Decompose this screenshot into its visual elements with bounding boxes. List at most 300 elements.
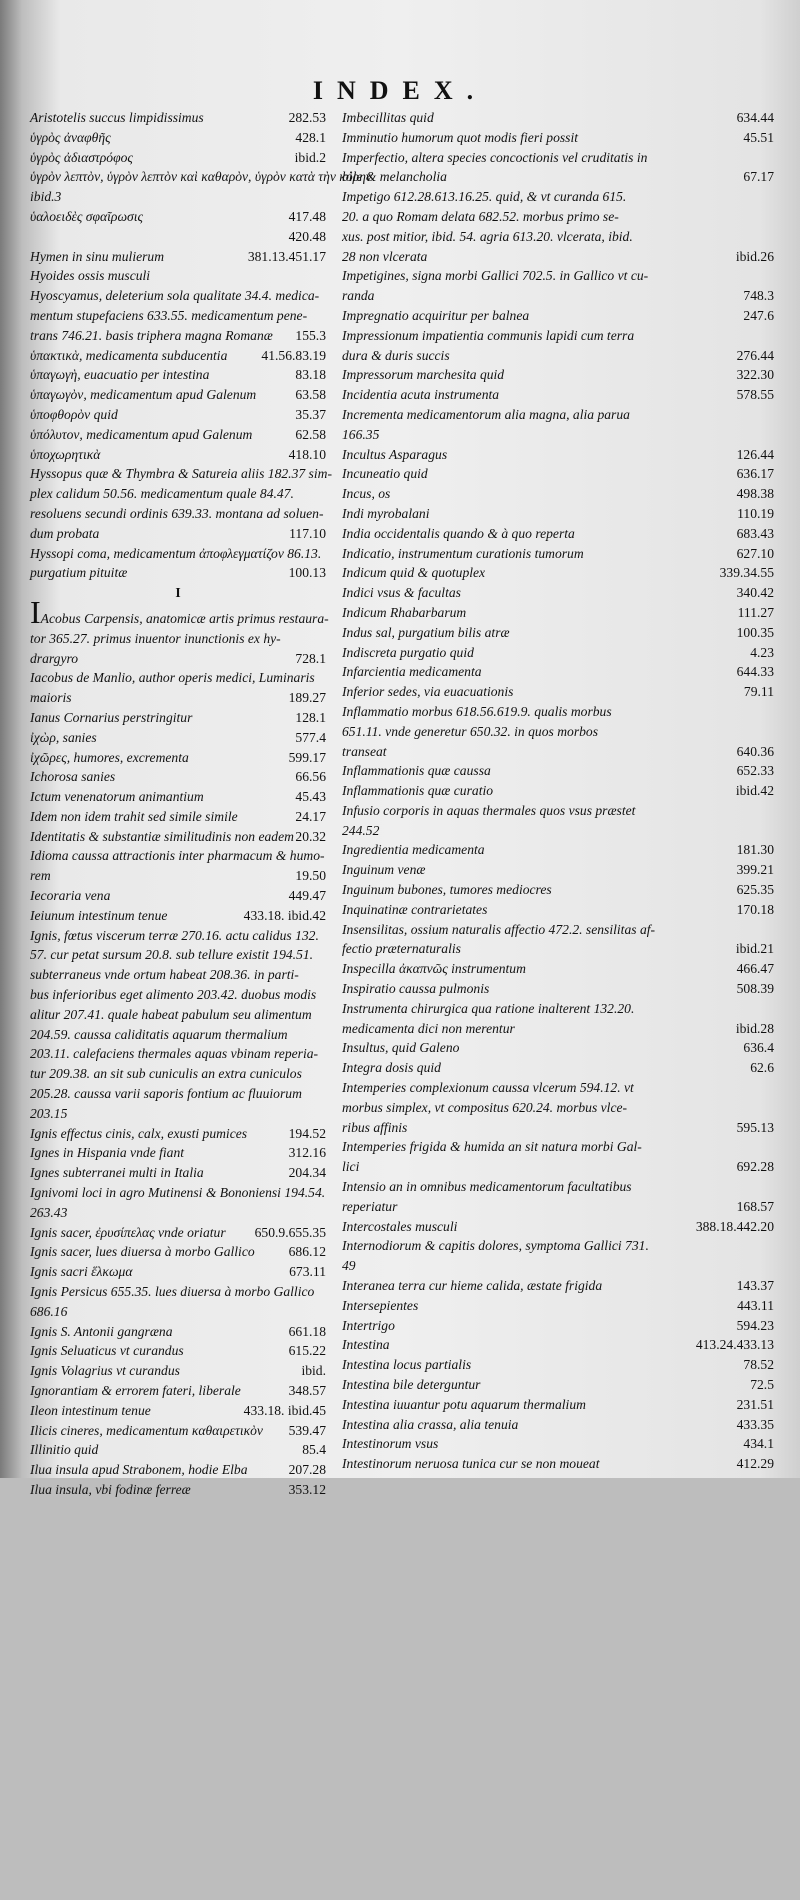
index-entry xyxy=(342,207,774,227)
index-entry xyxy=(30,1223,326,1243)
index-entry xyxy=(342,405,774,425)
entry-reference: 615.22 xyxy=(288,1343,326,1359)
entry-text: Imminutio humorum quot modis fieri possit xyxy=(342,129,579,145)
entry-reference: ibid. xyxy=(301,1363,326,1379)
index-entry xyxy=(342,840,774,860)
index-entry xyxy=(30,629,326,649)
entry-text: Ignis sacri ἕλκωμα xyxy=(30,1264,133,1280)
entry-text: ὑποχωρητικὰ xyxy=(30,446,101,462)
entry-reference: 418.10 xyxy=(288,446,326,462)
entry-reference: 66.56 xyxy=(295,769,326,785)
entry-text: Ignis Seluaticus vt curandus xyxy=(30,1343,184,1359)
index-entry xyxy=(342,1375,774,1395)
entry-text: 263.43 xyxy=(30,1204,68,1220)
index-entry xyxy=(30,504,326,524)
index-entry xyxy=(30,593,329,630)
entry-reference: 594.23 xyxy=(736,1317,774,1333)
index-entry xyxy=(30,1084,326,1104)
entry-text: 166.35 xyxy=(342,426,380,442)
entry-reference: 78.52 xyxy=(743,1357,774,1373)
entry-reference: 636.17 xyxy=(736,466,774,482)
entry-text: Intertrigo xyxy=(342,1317,395,1333)
entry-reference: 67.17 xyxy=(743,169,774,185)
entry-reference: 340.42 xyxy=(736,585,774,601)
entry-text: Identitatis & substantiæ similitudinis non eadem xyxy=(30,828,294,844)
entry-text: Ichorosa sanies xyxy=(30,769,116,785)
index-entry xyxy=(342,583,774,603)
entry-text: Illinitio quid xyxy=(30,1442,99,1458)
entry-text: medicamenta dici non merentur xyxy=(342,1020,515,1036)
index-entry xyxy=(342,1355,774,1375)
entry-text: Incultus Asparagus xyxy=(342,446,448,462)
entry-text: Incrementa medicamentorum alia magna, alia parua xyxy=(342,406,630,422)
index-entry xyxy=(342,1335,774,1355)
entry-text: Idioma caussa attractionis inter pharmacum & humo- xyxy=(30,848,325,864)
index-entry xyxy=(342,643,774,663)
entry-text: maioris xyxy=(30,690,72,706)
entry-text: randa xyxy=(342,288,375,304)
entry-text: Intemperies frigida & humida an sit natura morbi Gal- xyxy=(342,1139,642,1155)
entry-text: Inguinum venæ xyxy=(342,862,426,878)
entry-text: India occidentalis quando & à quo reperta xyxy=(342,525,575,541)
entry-text: Hyssopus quæ & Thymbra & Satureia aliis 182.37 sim- xyxy=(30,466,332,482)
entry-text: Infusio corporis in aquas thermales quos vsus præstet xyxy=(342,802,636,818)
entry-text: bile & melancholia xyxy=(342,169,447,185)
index-entry xyxy=(342,167,774,187)
index-entry xyxy=(30,1480,326,1500)
entry-reference: 35.37 xyxy=(295,406,326,422)
index-entry xyxy=(30,405,326,425)
entry-reference: 79.11 xyxy=(743,684,774,700)
entry-text: ὑπακτικὰ, medicamenta subducentia xyxy=(30,347,228,363)
entry-text: Ingredientia medicamenta xyxy=(342,842,485,858)
entry-text: Indus sal, purgatium bilis atræ xyxy=(342,624,510,640)
index-entry xyxy=(342,1316,774,1336)
index-entry xyxy=(30,1440,326,1460)
index-entry xyxy=(342,702,774,722)
entry-text: 244.52 xyxy=(342,822,380,838)
entry-reference: 636.4 xyxy=(743,1040,774,1056)
entry-text: Intestina iuuantur potu aquarum thermalium xyxy=(342,1396,586,1412)
entry-text: Inspiratio caussa pulmonis xyxy=(342,981,490,997)
index-entry xyxy=(30,464,332,484)
entry-text: Hyoides ossis musculi xyxy=(30,268,151,284)
entry-reference: 433.18. ibid.45 xyxy=(243,1402,326,1418)
page-heading: INDEX. xyxy=(312,76,488,105)
entry-text: ὑγρὸς ἀδιαστρόφος xyxy=(30,149,133,165)
index-entry xyxy=(30,1124,326,1144)
entry-text: 57. cur petat sursum 20.8. sub tellure existit 194.51. xyxy=(30,947,314,963)
entry-reference: 4.23 xyxy=(750,644,774,660)
entry-reference: 189.27 xyxy=(288,690,326,706)
entry-text: transeat xyxy=(342,743,387,759)
entry-text: resoluens secundi ordinis 639.33. montana ad soluen- xyxy=(30,505,324,521)
entry-text: Indicum quid & quotuplex xyxy=(342,565,486,581)
index-entry xyxy=(30,286,326,306)
entry-reference: 110.19 xyxy=(737,505,774,521)
entry-reference: 578.55 xyxy=(736,387,774,403)
entry-reference: 204.34 xyxy=(288,1165,326,1181)
index-entry xyxy=(30,1242,326,1262)
index-entry xyxy=(30,688,326,708)
entry-text: Impetigines, signa morbi Gallici 702.5. in Gallico vt cu- xyxy=(342,268,649,284)
index-entry xyxy=(30,1361,326,1381)
index-entry xyxy=(30,1143,326,1163)
index-entry xyxy=(30,1460,326,1480)
entry-reference: 276.44 xyxy=(736,347,774,363)
entry-reference: 508.39 xyxy=(736,981,774,997)
entry-reference: 498.38 xyxy=(736,486,774,502)
index-entry xyxy=(342,524,774,544)
index-entry xyxy=(342,801,774,821)
index-entry xyxy=(342,623,774,643)
index-entry xyxy=(30,985,326,1005)
index-entry xyxy=(30,187,326,207)
entry-reference: 353.12 xyxy=(288,1481,326,1497)
entry-reference: 339.34.55 xyxy=(719,565,774,581)
entry-reference: 413.24.433.13 xyxy=(695,1337,774,1353)
entry-text: Impregnatio acquiritur per balnea xyxy=(342,307,530,323)
right-column xyxy=(342,108,774,1474)
entry-text: subterraneus vnde ortum habeat 208.36. in parti- xyxy=(30,967,299,983)
index-entry xyxy=(30,748,326,768)
entry-text: tor 365.27. primus inuentor inunctionis ex hy- xyxy=(30,630,281,646)
index-entry xyxy=(30,148,326,168)
entry-text: Inguinum bubones, tumores mediocres xyxy=(342,882,552,898)
entry-text: ὑπαγωγὴ, euacuatio per intestina xyxy=(30,367,210,383)
index-entry xyxy=(30,524,326,544)
entry-text: Intestina bile deterguntur xyxy=(342,1377,481,1392)
index-entry xyxy=(342,742,774,762)
entry-text: 204.59. caussa caliditatis aquarum thermalium xyxy=(30,1026,288,1042)
entry-reference: 449.47 xyxy=(288,888,326,904)
entry-text: 686.16 xyxy=(30,1303,68,1319)
index-entry xyxy=(30,886,326,906)
entry-reference: 652.33 xyxy=(736,763,774,779)
entry-reference: 692.28 xyxy=(736,1159,774,1175)
index-entry xyxy=(342,821,774,841)
entry-reference: 45.51 xyxy=(743,129,774,145)
entry-reference: 85.4 xyxy=(302,1442,326,1458)
entry-text: Inspecilla ἀκαπνῶς instrumentum xyxy=(342,961,526,977)
index-entry xyxy=(342,484,774,504)
entry-reference: 181.30 xyxy=(736,842,774,858)
entry-text: Insensilitas, ossium naturalis affectio 472.2. sensilitas af- xyxy=(342,921,656,937)
entry-text: Ilua insula, vbi fodinæ ferreæ xyxy=(30,1481,191,1497)
index-entry xyxy=(30,108,326,128)
entry-reference: 420.48 xyxy=(288,228,326,244)
entry-text: rem xyxy=(30,868,51,884)
entry-text: Intestinorum vsus xyxy=(342,1436,439,1452)
index-entry xyxy=(30,1044,326,1064)
entry-text: Indi myrobalani xyxy=(342,505,430,521)
entry-text: Ignis, fœtus viscerum terræ 270.16. actu calidus 132. xyxy=(30,927,319,943)
index-entry xyxy=(30,1203,326,1223)
entry-reference: 683.43 xyxy=(736,525,774,541)
index-entry xyxy=(30,866,326,886)
entry-text: Ignis Volagrius vt curandus xyxy=(30,1363,180,1379)
index-entry xyxy=(342,860,774,880)
index-entry xyxy=(30,649,326,669)
index-entry xyxy=(342,1236,774,1256)
entry-text: Ignivomi loci in agro Mutinensi & Bononiensi 194.54. xyxy=(30,1185,326,1201)
index-entry xyxy=(342,939,774,959)
index-entry xyxy=(342,266,774,286)
index-entry xyxy=(342,781,774,801)
index-entry xyxy=(342,563,774,583)
entry-text: plex calidum 50.56. medicamentum quale 84.47. xyxy=(30,486,294,502)
entry-text: Incuneatio quid xyxy=(342,466,428,482)
entry-text: Intestina alia crassa, alia tenuia xyxy=(342,1416,519,1432)
entry-reference: 627.10 xyxy=(736,545,774,561)
index-entry xyxy=(30,484,326,504)
entry-text: Internodiorum & capitis dolores, symptoma Gallici 731. xyxy=(342,1238,649,1254)
index-entry xyxy=(342,108,774,128)
entry-text: 203.15 xyxy=(30,1105,68,1121)
index-entry xyxy=(342,1296,774,1316)
entry-text: Infarcientia medicamenta xyxy=(342,664,482,680)
index-entry xyxy=(30,445,326,465)
entry-reference: 399.21 xyxy=(736,862,774,878)
entry-reference: 348.57 xyxy=(288,1383,326,1398)
index-entry xyxy=(30,965,326,985)
entry-reference: ibid.26 xyxy=(735,248,774,264)
entry-text: Indicatio, instrumentum curationis tumorum xyxy=(342,545,584,561)
entry-reference: 625.35 xyxy=(736,882,774,898)
index-entry xyxy=(30,583,326,603)
index-entry xyxy=(30,1005,326,1025)
index-entry xyxy=(342,187,774,207)
entry-text: Inflammationis quæ curatio xyxy=(342,783,494,799)
entry-text: ὑγρὸν λεπτὸν, ὑγρὸν λεπτὸν καὶ καθαρὸν, ὑγρὸν κατὰ τὴν κόρην xyxy=(30,169,372,185)
entry-text: Iacobus de Manlio, author operis medici, Luminaris xyxy=(30,670,315,686)
index-entry xyxy=(342,1415,774,1435)
index-entry xyxy=(30,827,326,847)
index-entry xyxy=(342,1078,774,1098)
entry-reference: 312.16 xyxy=(288,1145,326,1161)
index-entry xyxy=(342,1177,774,1197)
entry-text: Ignis Persicus 655.35. lues diuersa à morbo Gallico xyxy=(30,1284,315,1300)
index-entry xyxy=(30,1282,326,1302)
index-entry xyxy=(30,425,326,445)
index-entry xyxy=(30,807,326,827)
index-entry xyxy=(30,708,326,728)
entry-reference: 155.3 xyxy=(295,327,326,343)
index-entry xyxy=(30,1381,326,1401)
index-entry xyxy=(342,900,774,920)
entry-text: mentum stupefaciens 633.55. medicamentum pene- xyxy=(30,307,308,323)
entry-text: alitur 207.41. quale habeat pabulum seu alimentum xyxy=(30,1006,312,1022)
entry-text: trans 746.21. basis triphera magna Romanæ xyxy=(30,327,273,343)
entry-reference: 100.13 xyxy=(288,565,326,581)
entry-text: Ignorantiam & errorem fateri, liberale xyxy=(30,1383,241,1398)
entry-text: Ictum venenatorum animantium xyxy=(30,789,204,805)
index-entry xyxy=(342,880,774,900)
index-entry xyxy=(30,668,326,688)
entry-text: Idem non idem trahit sed simile simile xyxy=(30,808,238,824)
entry-reference: 62.58 xyxy=(295,426,326,442)
entry-reference: 417.48 xyxy=(288,208,326,224)
entry-reference: 100.35 xyxy=(736,624,774,640)
entry-reference: 673.11 xyxy=(289,1264,326,1280)
entry-text: Hyoscyamus, deleterium sola qualitate 34.4. medica- xyxy=(30,288,320,304)
entry-text: Intercostales musculi xyxy=(342,1218,458,1234)
index-entry xyxy=(30,306,326,326)
entry-text: Instrumenta chirurgica qua ratione inalterent 132.20. xyxy=(342,1000,635,1016)
entry-text: ἰχὼρ, sanies xyxy=(30,729,97,745)
entry-text: ὑποφθορὸν quid xyxy=(30,406,118,422)
index-entry xyxy=(342,999,774,1019)
index-entry xyxy=(342,128,774,148)
entry-text: Ignis effectus cinis, calx, exusti pumices xyxy=(30,1125,248,1141)
entry-reference: 599.17 xyxy=(288,749,326,765)
index-entry xyxy=(30,544,326,564)
index-entry xyxy=(342,1256,774,1276)
entry-text: Ignis S. Antonii gangræna xyxy=(30,1323,173,1339)
index-entry xyxy=(342,1137,774,1157)
entry-reference: 686.12 xyxy=(288,1244,326,1260)
entry-text: Interanea terra cur hieme calida, æstate frigida xyxy=(342,1278,603,1294)
index-entry xyxy=(30,1421,326,1441)
index-entry xyxy=(342,1157,774,1177)
index-entry xyxy=(342,1276,774,1296)
entry-reference: 72.5 xyxy=(750,1377,774,1392)
index-entry xyxy=(342,920,774,940)
index-entry xyxy=(342,682,774,702)
entry-text: tur 209.38. an sit sub cuniculis an extra cuniculos xyxy=(30,1066,302,1082)
entry-reference: 388.18.442.20 xyxy=(695,1218,774,1234)
entry-text: 49 xyxy=(342,1258,356,1274)
entry-reference: 111.27 xyxy=(737,604,774,620)
entry-text: ὑπόλυτον, medicamentum apud Galenum xyxy=(30,426,253,442)
index-entry xyxy=(342,1434,774,1454)
entry-text: 651.11. vnde generetur 650.32. in quos morbos xyxy=(342,723,598,739)
entry-text: Intersepientes xyxy=(342,1297,419,1313)
index-entry xyxy=(342,227,774,247)
entry-text: morbus simplex, vt compositus 620.24. morbus vlce- xyxy=(342,1099,628,1115)
entry-reference: 595.13 xyxy=(736,1119,774,1135)
entry-text: Impressionum impatientia communis lapidi cum terra xyxy=(342,327,635,343)
index-entry xyxy=(30,247,326,267)
entry-text: Insultus, quid Galeno xyxy=(342,1040,460,1056)
entry-text: ὑαλοειδὲς σφαῖρωσις xyxy=(30,208,144,224)
entry-text: Hymen in sinu mulierum xyxy=(30,248,165,264)
entry-reference: 428.1 xyxy=(295,129,326,145)
entry-text: 205.28. caussa varii saporis fontium ac fluuiorum xyxy=(30,1086,302,1102)
index-entry xyxy=(342,425,774,445)
entry-reference: 381.13.451.17 xyxy=(247,248,326,264)
entry-reference: ibid.42 xyxy=(735,783,774,799)
index-entry xyxy=(342,504,774,524)
index-entry xyxy=(30,906,326,926)
entry-text: Intemperies complexionum caussa vlcerum 594.12. vt xyxy=(342,1080,634,1096)
entry-reference: 207.28 xyxy=(288,1462,326,1478)
index-entry xyxy=(30,846,326,866)
entry-reference: 539.47 xyxy=(288,1422,326,1438)
entry-text: 28 non vlcerata xyxy=(342,248,428,264)
entry-text: 20. a quo Romam delata 682.52. morbus primo se- xyxy=(342,208,619,224)
entry-text: Intestinorum neruosa tunica cur se non moueat xyxy=(342,1456,600,1472)
entry-text: ibid.3 xyxy=(30,189,62,205)
index-entry xyxy=(30,128,326,148)
entry-reference: 83.18 xyxy=(295,367,326,383)
entry-text: Incus, os xyxy=(342,486,391,502)
index-entry xyxy=(342,722,774,742)
entry-text: lici xyxy=(342,1159,360,1175)
entry-text: Impressorum marchesita quid xyxy=(342,367,505,383)
entry-reference: 20.32 xyxy=(295,828,326,844)
index-entry xyxy=(342,1395,774,1415)
entry-text: Inflammationis quæ caussa xyxy=(342,763,491,779)
entry-text: Inquinatinæ contrarietates xyxy=(342,901,488,917)
entry-text: Impetigo 612.28.613.16.25. quid, & vt curanda 615. xyxy=(342,189,627,205)
index-entry xyxy=(30,227,326,247)
index-entry xyxy=(30,167,372,187)
entry-reference: 41.56.83.19 xyxy=(261,347,326,363)
index-entry xyxy=(342,346,774,366)
entry-reference: ibid.21 xyxy=(735,941,774,957)
index-entry xyxy=(30,1302,326,1322)
entry-text: reperiatur xyxy=(342,1198,398,1214)
entry-reference: 434.1 xyxy=(743,1436,774,1452)
entry-text: xus. post mitior, ibid. 54. agria 613.20. vlcerata, ibid. xyxy=(342,228,633,244)
index-entry xyxy=(342,286,774,306)
entry-reference: 168.57 xyxy=(736,1198,774,1214)
index-entry xyxy=(30,1064,326,1084)
index-entry xyxy=(30,1322,326,1342)
index-entry xyxy=(342,306,774,326)
index-entry xyxy=(30,1025,326,1045)
entry-reference: 282.53 xyxy=(288,110,326,125)
entry-reference: 63.58 xyxy=(295,387,326,403)
entry-reference: 748.3 xyxy=(743,288,774,304)
entry-text: ὑγρὸς ἀναφθῆς xyxy=(30,129,111,145)
index-entry xyxy=(30,1341,326,1361)
entry-text: Integra dosis quid xyxy=(342,1060,441,1076)
entry-text: ἰχῶρες, humores, excrementa xyxy=(30,749,189,765)
index-entry xyxy=(30,346,326,366)
entry-text: Imperfectio, altera species concoctionis vel cruditatis in xyxy=(342,149,648,165)
entry-reference: 19.50 xyxy=(295,868,326,884)
entry-text: Ignis sacer, ἐρυσίπελας vnde oriatur xyxy=(30,1224,226,1240)
index-entry xyxy=(342,544,774,564)
index-entry xyxy=(30,365,326,385)
index-entry xyxy=(30,926,326,946)
entry-text: Hyssopi coma, medicamentum ἀποφλεγματίζον 86.13. xyxy=(30,545,322,561)
entry-text: Ilicis cineres, medicamentum καθαιρετικὸν xyxy=(30,1422,263,1438)
entry-text: dura & duris succis xyxy=(342,347,450,363)
entry-text: Ieiunum intestinum tenue xyxy=(30,907,168,923)
index-entry xyxy=(30,266,326,286)
index-entry xyxy=(30,563,326,583)
entry-text: drargyro xyxy=(30,650,79,666)
entry-reference: 634.44 xyxy=(736,110,774,125)
entry-text: IAcobus Carpensis, anatomicæ artis primus restaura- xyxy=(30,593,329,630)
index-entry xyxy=(342,464,774,484)
entry-reference: 128.1 xyxy=(295,709,326,725)
index-entry xyxy=(342,365,774,385)
entry-reference: 322.30 xyxy=(736,367,774,383)
entry-text: Ignis sacer, lues diuersa à morbo Gallico xyxy=(30,1244,255,1260)
index-entry xyxy=(342,662,774,682)
index-entry xyxy=(342,979,774,999)
index-entry xyxy=(342,1454,774,1474)
index-entry xyxy=(30,787,326,807)
entry-reference: 194.52 xyxy=(288,1125,326,1141)
index-entry xyxy=(30,1401,326,1421)
index-entry xyxy=(342,1058,774,1078)
entry-text: Indiscreta purgatio quid xyxy=(342,644,474,660)
